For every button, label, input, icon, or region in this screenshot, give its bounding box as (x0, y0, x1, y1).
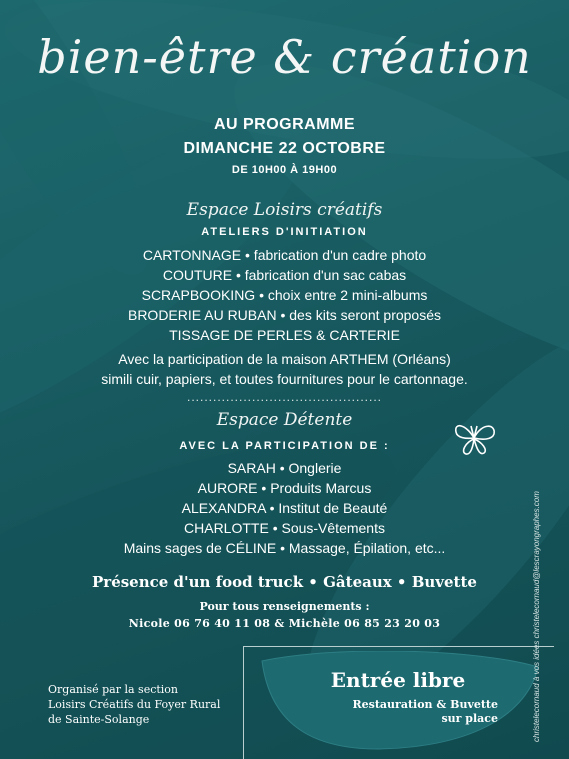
partner-line: simili cuir, papiers, et toutes fournitures pour le cartonnage. (101, 371, 468, 387)
list-item: Mains sages de CÉLINE • Massage, Épilation, etc... (123, 540, 446, 556)
list-item: SCRAPBOOKING • choix entre 2 mini-albums (141, 287, 428, 303)
organizer-line: Loisirs Créatifs du Foyer Rural (48, 698, 221, 711)
entree-line: Restauration & Buvette (352, 698, 498, 711)
program-heading: AU PROGRAMME (213, 116, 356, 133)
organizer-line: de Sainte-Solange (48, 713, 150, 726)
list-item: SARAH • Onglerie (227, 460, 342, 476)
workshop-list (0, 245, 569, 345)
entree-libre-title: Entrée libre (330, 668, 466, 692)
poster-title: bien-être & création (37, 30, 532, 84)
entree-line: sur place (441, 712, 498, 725)
section-detente-subtitle: AVEC LA PARTICIPATION DE : (179, 440, 390, 452)
list-item: COUTURE • fabrication d'un sac cabas (162, 267, 407, 283)
section-detente-title: Espace Détente (216, 410, 353, 430)
food-truck-line: Présence d'un food truck • Gâteaux • Buvette (92, 573, 477, 591)
contact-phones: Nicole 06 76 40 11 08 & Michèle 06 85 23 20 03 (128, 617, 441, 630)
section-loisirs-subtitle: ATELIERS D'INITIATION (201, 226, 368, 238)
entree-details (258, 698, 538, 726)
organizer-line: Organisé par la section (48, 683, 179, 696)
section-loisirs-title: Espace Loisirs créatifs (186, 200, 383, 220)
partner-line: Avec la participation de la maison ARTHEM (Orléans) (118, 351, 451, 367)
list-item: AURORE • Produits Marcus (197, 480, 372, 496)
partner-text (0, 349, 569, 389)
event-date: DIMANCHE 22 OCTOBRE (183, 140, 386, 157)
list-item: CHARLOTTE • Sous-Vêtements (184, 520, 385, 536)
organizer-block (48, 682, 220, 727)
butterfly-icon (452, 418, 498, 458)
list-item: TISSAGE DE PERLES & CARTERIE (169, 327, 400, 343)
list-item: ALEXANDRA • Institut de Beauté (181, 500, 388, 516)
participant-list (0, 458, 569, 558)
event-hours: DE 10H00 À 19H00 (231, 164, 338, 176)
designer-credit: christelecornaud à vos idées christelecornaud@lescrayongraphes.com (532, 491, 541, 742)
list-item: BRODERIE AU RUBAN • des kits seront proposés (127, 307, 441, 323)
list-item: CARTONNAGE • fabrication d'un cadre photo (142, 247, 427, 263)
info-label: Pour tous renseignements : (199, 600, 370, 613)
dotted-separator: ............................................. (186, 390, 383, 404)
